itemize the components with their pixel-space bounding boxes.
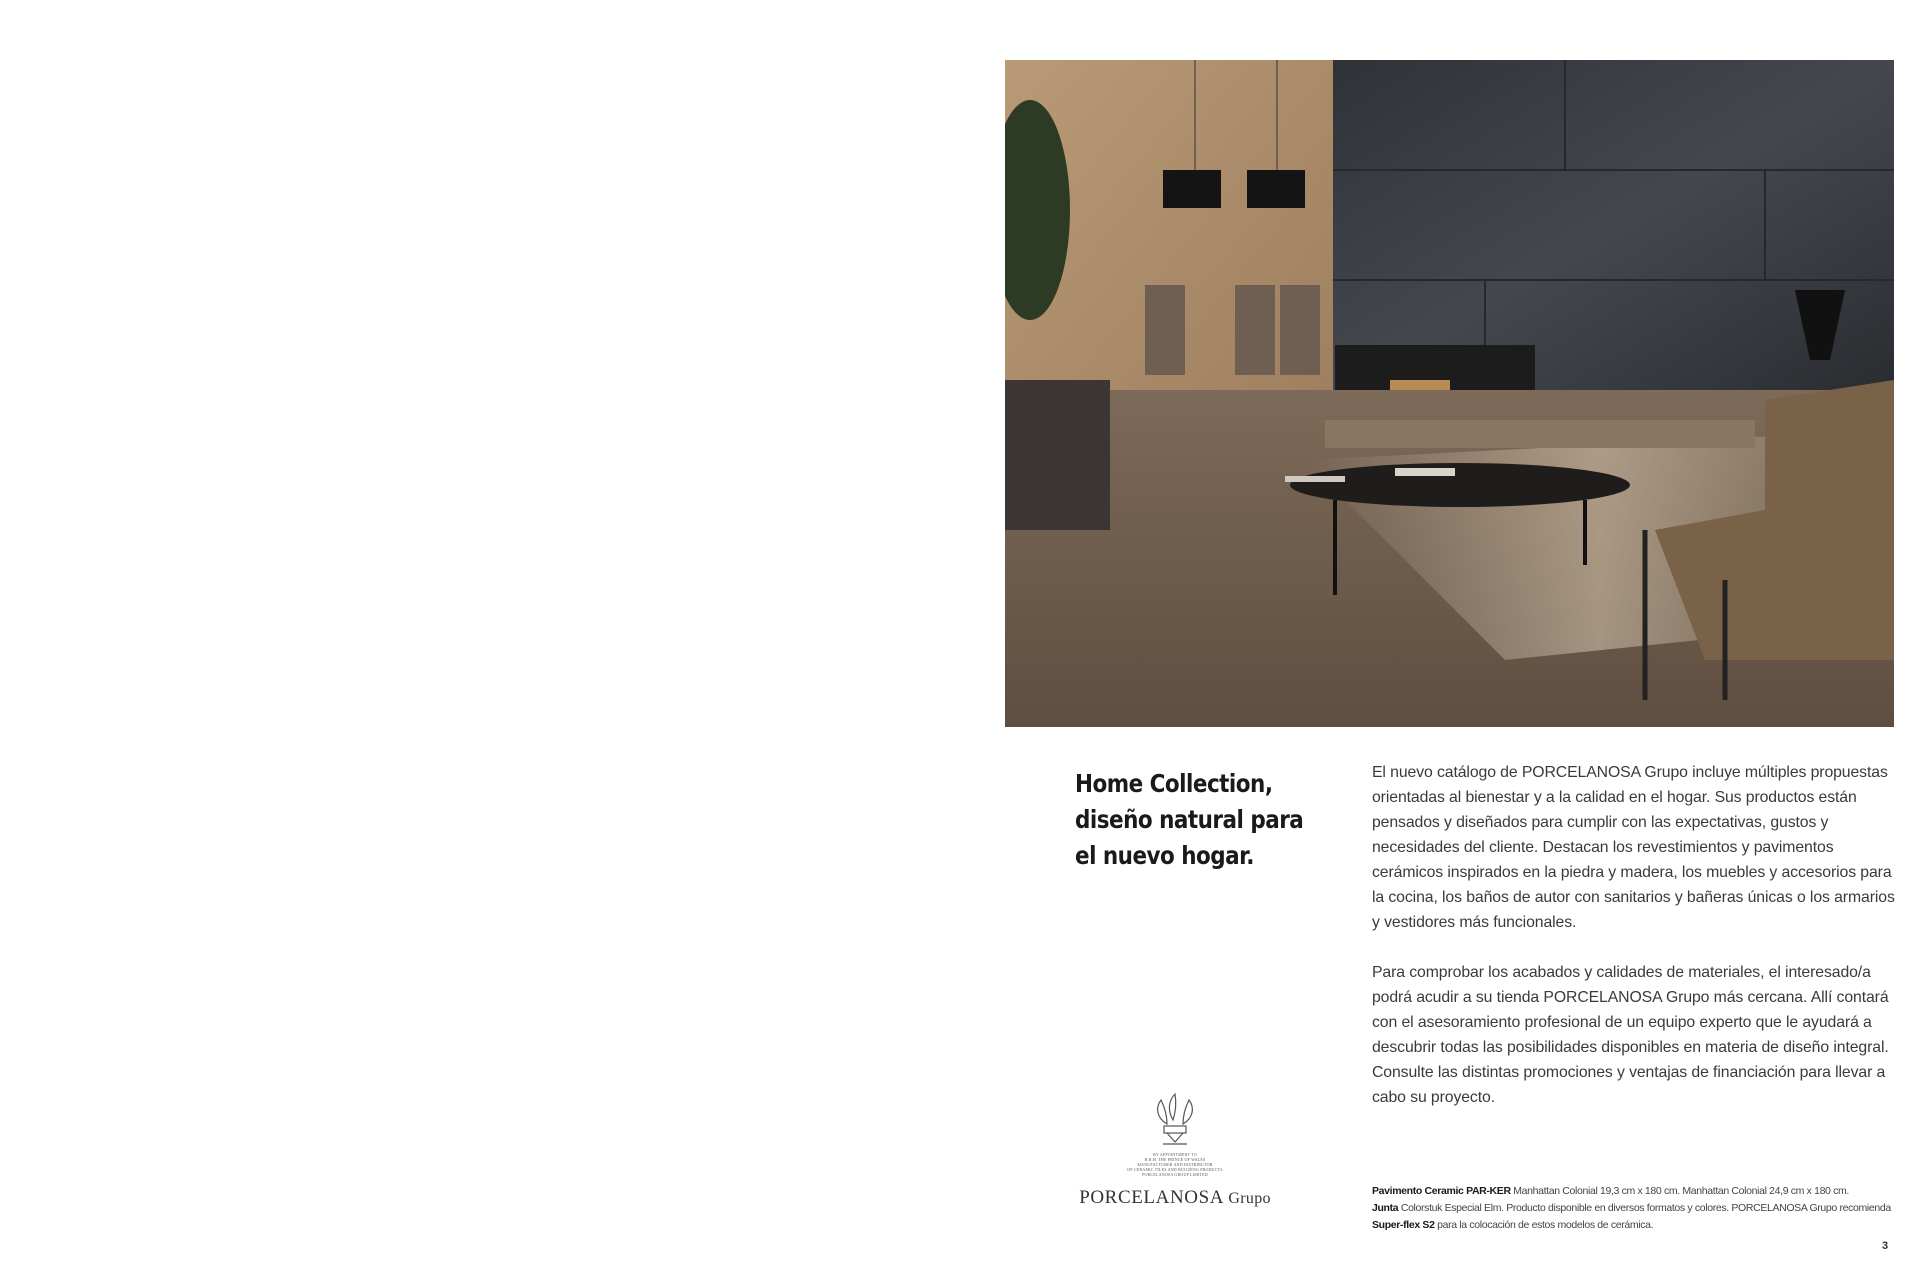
headline bbox=[1075, 766, 1304, 874]
headline-line: diseño natural para bbox=[1075, 805, 1304, 834]
living-room-image bbox=[1005, 60, 1894, 727]
warrant-line: H.R.H. THE PRINCE OF WALES bbox=[1144, 1157, 1206, 1162]
headline-line: Home Collection, bbox=[1075, 769, 1273, 798]
brand-name bbox=[1075, 1187, 1275, 1209]
body-copy bbox=[1372, 760, 1897, 1135]
caption-line bbox=[1372, 1217, 1912, 1234]
headline-line: el nuevo hogar. bbox=[1075, 841, 1254, 870]
caption-line bbox=[1372, 1183, 1912, 1200]
warrant-line: MANUFACTURER AND DISTRIBUTOR bbox=[1137, 1162, 1213, 1167]
caption-product-name: Super-flex S2 bbox=[1372, 1219, 1435, 1231]
warrant-line: PORCELANOSA GROUP LIMITED bbox=[1142, 1172, 1208, 1177]
page-number: 3 bbox=[1882, 1240, 1889, 1252]
warrant-line: BY APPOINTMENT TO bbox=[1153, 1152, 1197, 1157]
body-paragraph: Para comprobar los acabados y calidades de materiales, el interesado/a podrá acudir a su tienda PORCELANOSA Grupo más cercana. Allí contará con el asesoramiento profesional de un equipo experto que le ayudará a descubrir todas las posibilidades disponibles en materia de diseño integral. Consulte las distintas promociones y ventajas de financiación para llevar a cabo su proyecto. bbox=[1372, 964, 1889, 1106]
caption-product-name: Pavimento Ceramic PAR-KER bbox=[1372, 1185, 1511, 1197]
royal-warrant-text bbox=[1075, 1152, 1275, 1177]
porcelanosa-logo bbox=[1075, 1090, 1275, 1209]
caption-line bbox=[1372, 1200, 1912, 1217]
prince-of-wales-feathers-icon bbox=[1149, 1090, 1201, 1152]
caption-text: para la colocación de estos modelos de cerámica. bbox=[1434, 1219, 1654, 1231]
caption-text: Colorstuk Especial Elm. Producto disponible en diversos formatos y colores. PORCELANOSA Grupo recomienda bbox=[1398, 1202, 1891, 1214]
warrant-line: OF CERAMIC TILES AND BUILDING PRODUCTS bbox=[1127, 1167, 1223, 1172]
interior-photo bbox=[1005, 60, 1894, 727]
product-caption bbox=[1372, 1183, 1912, 1234]
brand-main: PORCELANOSA bbox=[1079, 1187, 1224, 1208]
brand-suffix: Grupo bbox=[1228, 1190, 1271, 1207]
caption-product-name: Junta bbox=[1372, 1202, 1399, 1214]
body-paragraph: El nuevo catálogo de PORCELANOSA Grupo incluye múltiples propuestas orientadas al bienestar y a la calidad en el hogar. Sus productos están pensados y diseñados para cumplir con las expectativas, gustos y necesidades del cliente. Destacan los revestimientos y pavimentos cerámicos inspirados en la piedra y madera, los muebles y accesorios para la cocina, los baños de autor con sanitarios y bañeras únicas o los armarios y vestidores más funcionales. bbox=[1372, 764, 1895, 931]
caption-text: Manhattan Colonial 19,3 cm x 180 cm. Manhattan Colonial 24,9 cm x 180 cm. bbox=[1510, 1185, 1849, 1197]
